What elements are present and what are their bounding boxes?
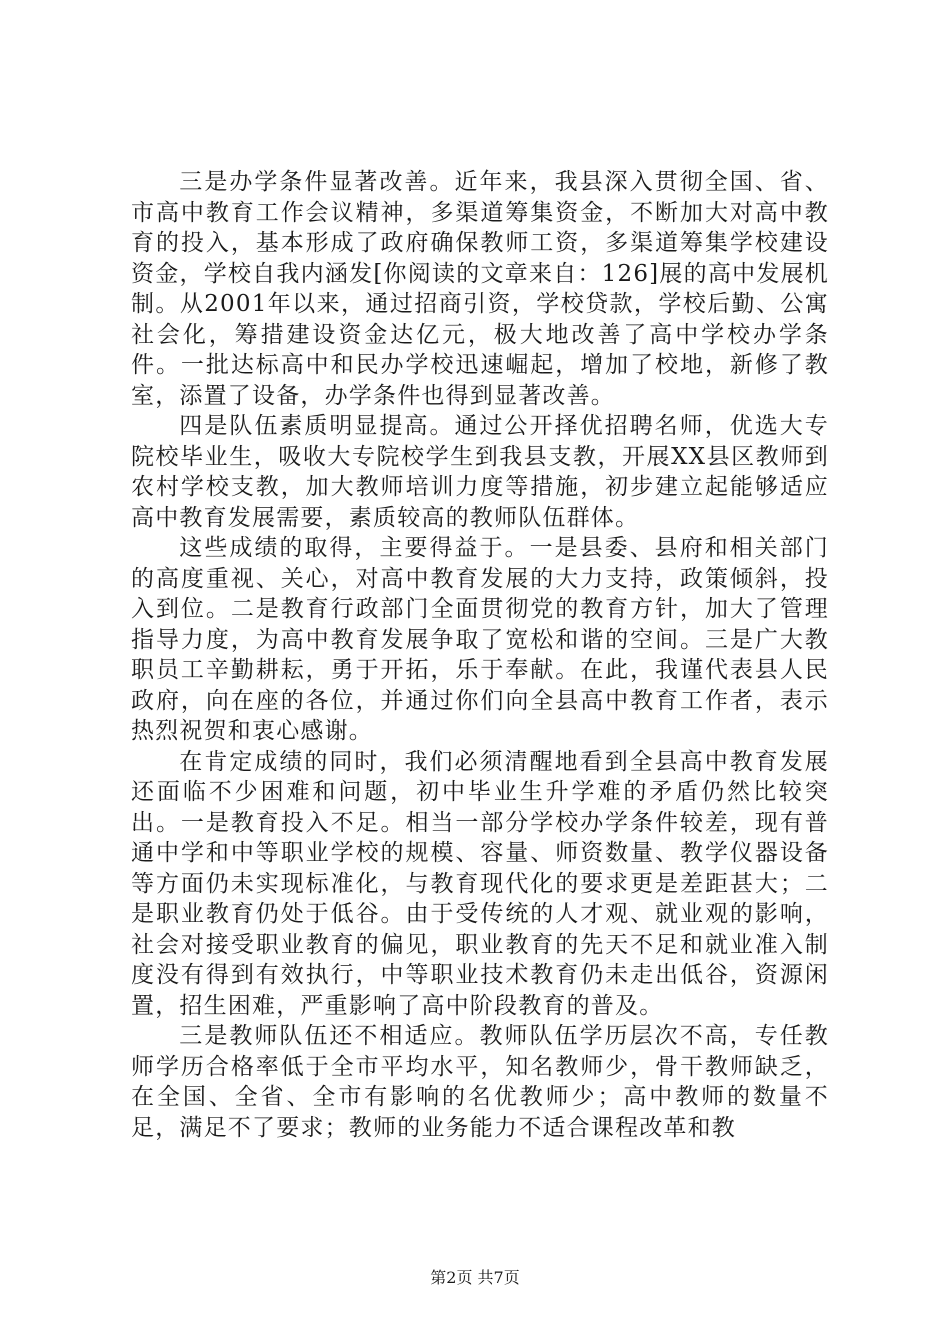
paragraph-teacher-shortage: 三是教师队伍还不相适应。教师队伍学历层次不高，专任教师学历合格率低于全市平均水平，知名教师少，骨干教师缺乏，在全国、全省、全市有影响的名优教师少；高中教师的数量不足，满足不了要求；教师的业务能力不适合课程改革和教 xyxy=(131,1023,829,1141)
document-body xyxy=(131,167,829,1143)
paragraph-achievements: 这些成绩的取得，主要得益于。一是县委、县府和相关部门的高度重视、关心，对高中教育发展的大力支持，政策倾斜，投入到位。二是教育行政部门全面贯彻党的教育方针，加大了管理指导力度，为高中教育发展争取了宽松和谐的空间。三是广大教职员工辛勤耕耘，勇于开拓，乐于奉献。在此，我谨代表县人民政府，向在座的各位，并通过你们向全县高中教育工作者，表示热烈祝贺和衷心感谢。 xyxy=(131,535,829,744)
paragraph-school-conditions: 三是办学条件显著改善。近年来，我县深入贯彻全国、省、市高中教育工作会议精神，多渠道筹集资金，不断加大对高中教育的投入，基本形成了政府确保教师工资，多渠道筹集学校建设资金，学校自我内涵发[你阅读的文章来自：126]展的高中发展机制。从2001年以来，通过招商引资，学校贷款，学校后勤、公寓社会化，筹措建设资金达亿元，极大地改善了高中学校办学条件。一批达标高中和民办学校迅速崛起，增加了校地，新修了教室，添置了设备，办学条件也得到显著改善。 xyxy=(131,169,829,409)
paragraph-teacher-quality: 四是队伍素质明显提高。通过公开择优招聘名师，优选大专院校毕业生，吸收大专院校学生到我县支教，开展XX县区教师到农村学校支教，加大教师培训力度等措施，初步建立起能够适应高中教育发展需要，素质较高的教师队伍群体。 xyxy=(131,413,829,531)
page-number-footer: 第2页 共7页 xyxy=(430,1268,520,1287)
paragraph-problems: 在肯定成绩的同时，我们必须清醒地看到全县高中教育发展还面临不少困难和问题，初中毕业生升学难的矛盾仍然比较突出。一是教育投入不足。相当一部分学校办学条件较差，现有普通中学和中等职业学校的规模、容量、师资数量、教学仪器设备等方面仍未实现标准化，与教育现代化的要求更是差距甚大；二是职业教育仍处于低谷。由于受传统的人才观、就业观的影响，社会对接受职业教育的偏见，职业教育的先天不足和就业准入制度没有得到有效执行，中等职业技术教育仍未走出低谷，资源闲置，招生困难，严重影响了高中阶段教育的普及。 xyxy=(131,748,829,1019)
